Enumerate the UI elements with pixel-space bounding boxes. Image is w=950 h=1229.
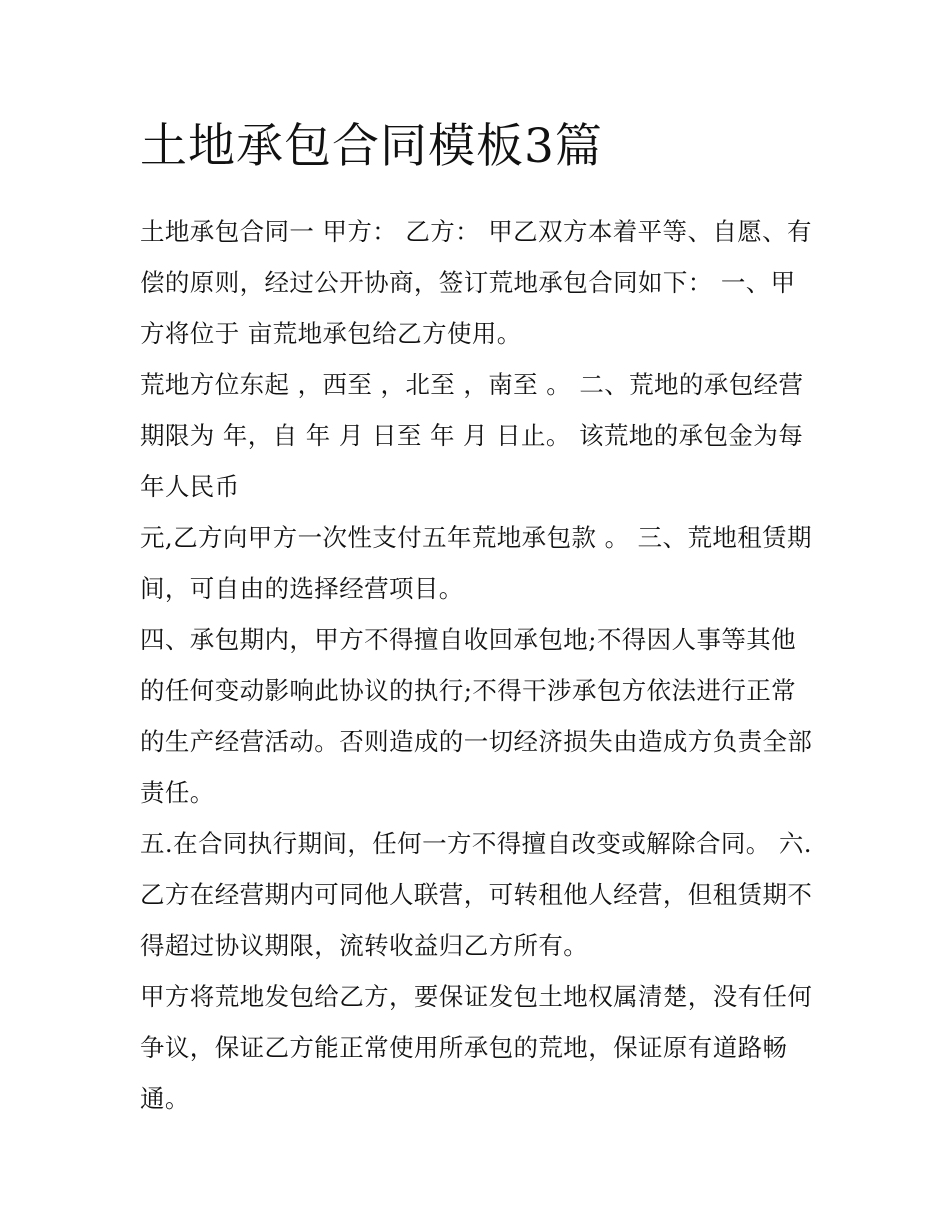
paragraph-1: 土地承包合同一 甲方： 乙方： 甲乙双方本着平等、自愿、有偿的原则，经过公开协商，签订荒地承包合同如下： 一、甲方将位于 亩荒地承包给乙方使用。 [140,217,812,348]
paragraph-4: 四、承包期内，甲方不得擅自收回承包地;不得因人事等其他的任何变动影响此协议的执行;不得干涉承包方依法进行正常的生产经营活动。否则造成的一切经济损失由造成方负责全部责任。 [140,625,813,807]
paragraph-5: 五.在合同执行期间，任何一方不得擅自改变或解除合同。 六.乙方在经营期内可同他人联营，可转租他人经营，但租赁期不得超过协议期限，流转收益归乙方所有。 [140,829,813,960]
document-body [140,206,816,1124]
document-page [140,0,816,1124]
paragraph-6: 甲方将荒地发包给乙方，要保证发包土地权属清楚，没有任何争议，保证乙方能正常使用所承包的荒地，保证原有道路畅通。 [140,982,813,1113]
document-title: 土地承包合同模板3篇 [140,119,603,174]
paragraph-2: 荒地方位东起 ，西至 ，北至 ，南至 。 二、荒地的承包经营期限为 年，自 年 月 日至 年 月 日止。 该荒地的承包金为每年人民币 [140,370,804,501]
paragraph-3: 元,乙方向甲方一次性支付五年荒地承包款 。 三、荒地租赁期间，可自由的选择经营项目。 [140,523,812,603]
